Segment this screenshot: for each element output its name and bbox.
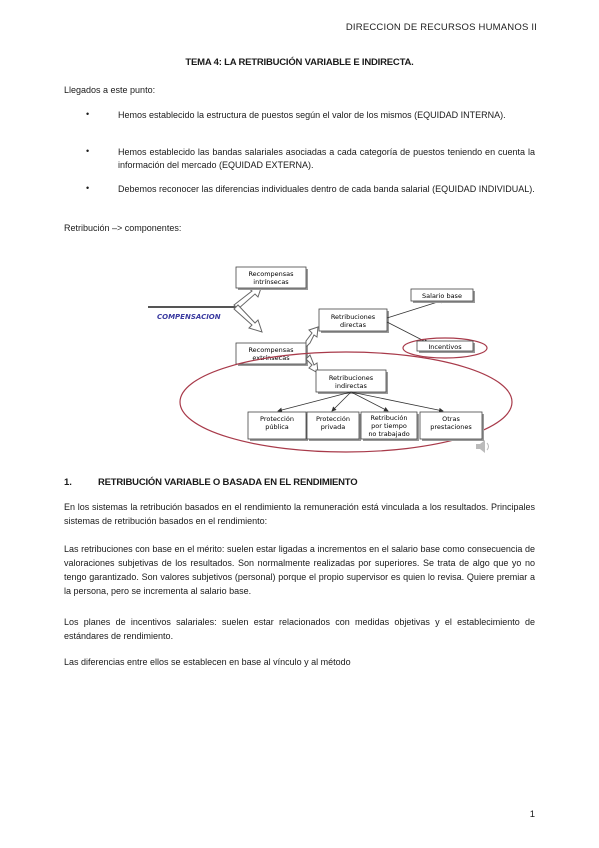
section-number: 1. xyxy=(64,477,72,488)
compensation-diagram xyxy=(0,255,599,475)
bullet-1-marker: • xyxy=(86,109,90,119)
speaker-icon xyxy=(476,440,489,453)
paragraph-2: Las retribuciones con base en el mérito: suelen estar ligadas a incrementos en el salario base como consecuencia de valoraciones subjetivas de los resultados. Son normalmente realizadas por superiores. Se trata de algo que yo no tengo garantizado. Son valores subjetivos (personal) porque el propio supervisor es quien lo revisa. Quiere premiar a la persona, pero se incrementa al salario base. xyxy=(64,544,535,596)
components-line: Retribución –> componentes: xyxy=(64,223,182,233)
bullet-3-text: Debemos reconocer las diferencias individuales dentro de cada banda salarial (EQUIDAD INDIVIDUAL). xyxy=(118,184,535,194)
section-title: RETRIBUCIÓN VARIABLE O BASADA EN EL RENDIMIENTO xyxy=(98,477,358,488)
arrow-to-extrinsecas xyxy=(234,305,262,332)
label-retribucion-tiempo-2: por tiempo xyxy=(371,422,407,430)
paragraph-3: Los planes de incentivos salariales: suelen estar relacionados con medidas objetivas y el establecimiento de estándares de rendimiento. xyxy=(64,617,535,641)
label-proteccion-publica-1: Protección xyxy=(260,415,294,423)
arrow-to-directas xyxy=(306,327,318,347)
label-salario-base: Salario base xyxy=(422,292,462,300)
bullet-2-text: Hemos establecido las bandas salariales asociadas a cada categoría de puestos teniendo en cuenta la información del mercado (EQUIDAD EXTERNA). xyxy=(118,147,535,170)
label-recompensas-intrinsecas-2: intrínsecas xyxy=(253,278,289,286)
label-recompensas-extrinsecas-2: extrínsecas xyxy=(252,354,290,362)
compensacion-label: COMPENSACION xyxy=(157,313,221,321)
label-otras-prestaciones-1: Otras xyxy=(442,415,460,423)
document-title: TEMA 4: LA RETRIBUCIÓN VARIABLE E INDIRECTA. xyxy=(185,57,414,68)
label-proteccion-privada-1: Protección xyxy=(316,415,350,423)
label-proteccion-publica-2: pública xyxy=(265,423,289,431)
paragraph-1: En los sistemas la retribución basados en el rendimiento la remuneración está vinculada a los resultados. Principales sistemas de retribución basados en el rendimiento: xyxy=(64,502,535,526)
page-header: DIRECCION DE RECURSOS HUMANOS II xyxy=(345,22,537,33)
label-otras-prestaciones-2: prestaciones xyxy=(430,423,472,431)
label-retribuciones-indirectas-1: Retribuciones xyxy=(328,374,374,382)
bullet-3-marker: • xyxy=(86,183,90,193)
paragraph-4: Las diferencias entre ellos se establecen en base al vínculo y al método xyxy=(64,657,351,667)
bullet-1-text: Hemos establecido la estructura de puestos según el valor de los mismos (EQUIDAD INTERNA). xyxy=(118,110,506,120)
label-retribuciones-directas-1: Retribuciones xyxy=(330,313,376,321)
intro-text: Llegados a este punto: xyxy=(64,85,156,95)
label-retribucion-tiempo-3: no trabajado xyxy=(368,430,410,438)
label-incentivos: Incentivos xyxy=(428,343,462,351)
bullet-2-marker: • xyxy=(86,146,90,156)
label-retribucion-tiempo-1: Retribución xyxy=(370,414,408,422)
label-recompensas-intrinsecas-1: Recompensas xyxy=(248,270,294,278)
label-proteccion-privada-2: privada xyxy=(320,423,346,431)
page-number: 1 xyxy=(529,809,535,820)
label-retribuciones-directas-2: directas xyxy=(340,321,366,329)
label-retribuciones-indirectas-2: indirectas xyxy=(335,382,367,390)
label-recompensas-extrinsecas-1: Recompensas xyxy=(248,346,294,354)
